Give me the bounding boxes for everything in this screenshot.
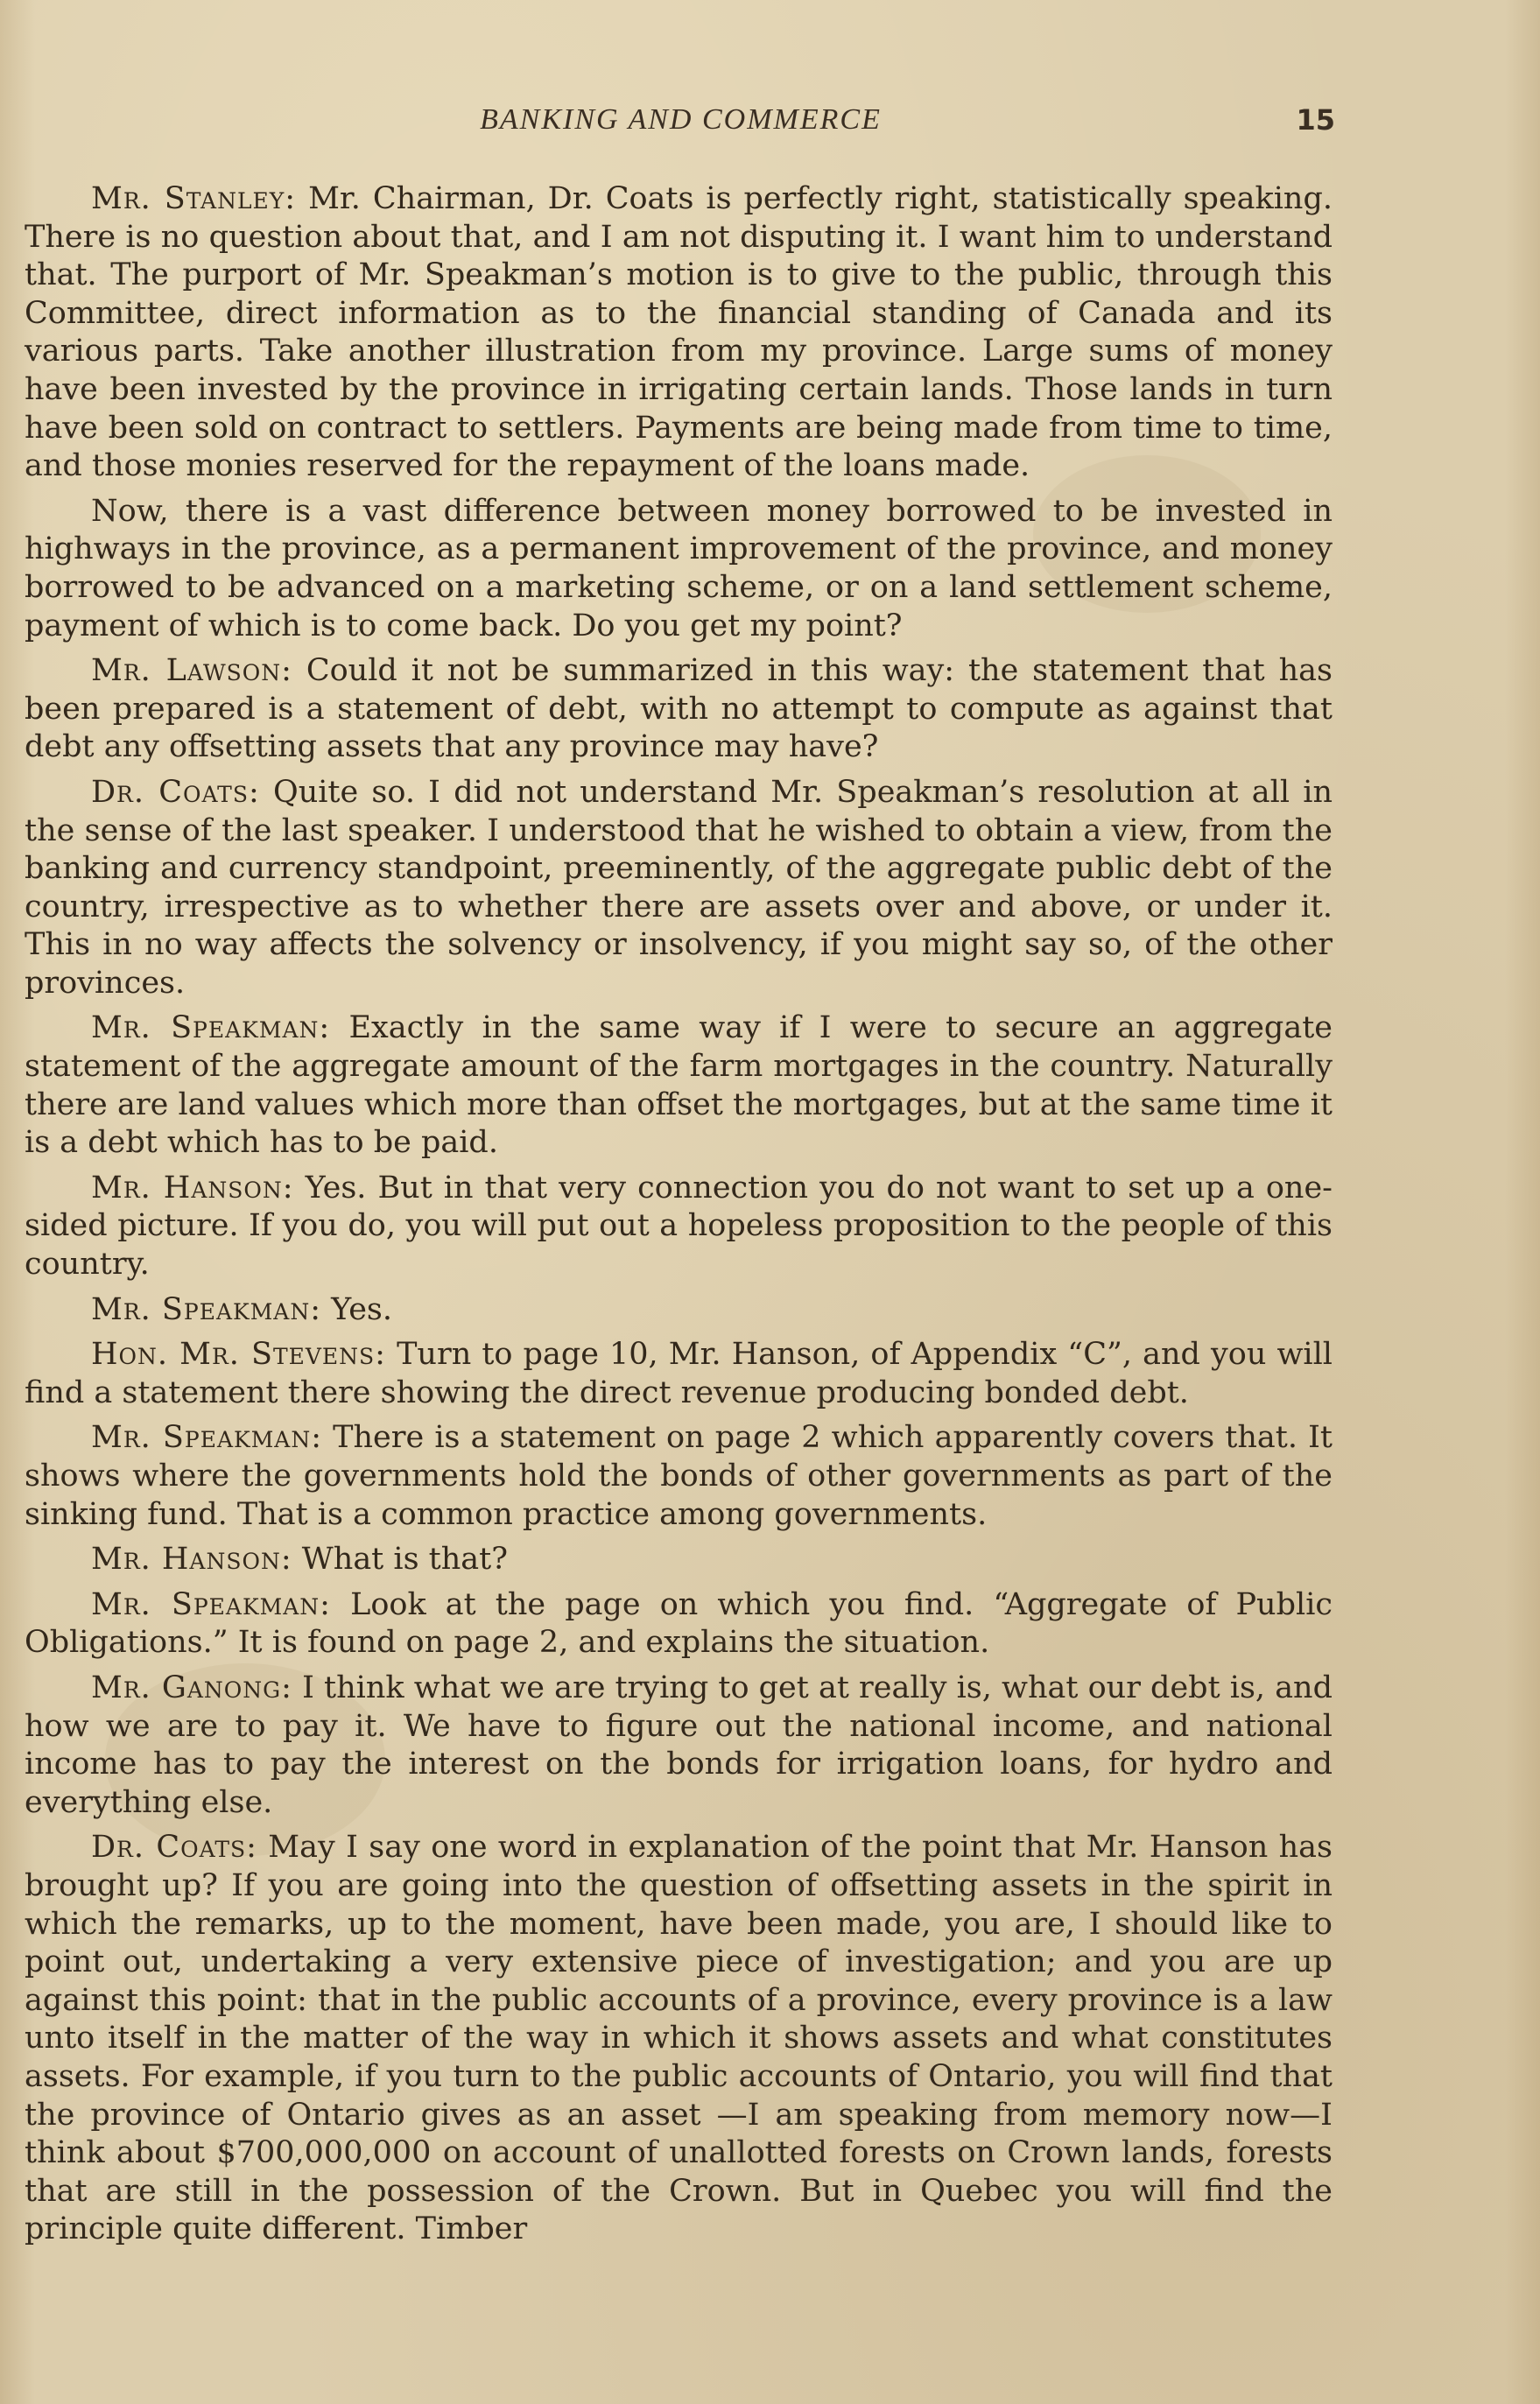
paragraph <box>25 1419 1333 1534</box>
speaker-name: Mr. Hanson: <box>91 1170 294 1206</box>
speaker-name: Mr. Speakman: <box>91 1291 322 1327</box>
page-number: 15 <box>1296 103 1335 137</box>
paragraph-text: Mr. Chairman, Dr. Coats is perfectly right, statistically speaking. There is no question about that, and I am not disputing it. I want him to understand that. The purport of Mr. Speakman’s motion is to give to the public, through this Committee, direct information as to the financial standing of Canada and its various parts. Take another illustration from my province. Large sums of money have been invested by the province in irrigating certain lands. Those lands in turn have been sold on contract to settlers. Payments are being made from time to time, and those monies reserved for the repayment of the loans made. <box>25 181 1333 484</box>
running-header <box>26 103 1335 147</box>
speaker-name: Dr. Coats: <box>91 1830 257 1866</box>
paragraph-text: Look at the page on which you find. “Aggregate of Public Obligations.” It is found on page 2, and explains the situation. <box>25 1586 1333 1661</box>
speaker-name: Mr. Stanley: <box>91 181 297 216</box>
paragraph <box>25 1586 1333 1662</box>
body-text <box>25 180 1333 2249</box>
paragraph-text: Could it not be summarized in this way: the statement that has been prepared is a statement of debt, with no attempt to compute as against that debt any offsetting assets that any province may have? <box>25 653 1333 765</box>
running-title: BANKING AND COMMERCE <box>480 103 882 136</box>
speaker-name: Mr. Speakman: <box>91 1010 331 1046</box>
paragraph <box>25 1669 1333 1822</box>
paragraph <box>25 1829 1333 2249</box>
paragraph-text: Now, there is a vast difference between money borrowed to be invested in highways in the province, as a permanent improvement of the province, and money borrowed to be advanced on a marketing scheme, or on a land settlement scheme, payment of which is to come back. Do you get my point? <box>25 493 1333 643</box>
paragraph <box>25 180 1333 486</box>
paragraph <box>25 1291 1333 1330</box>
paragraph <box>25 1336 1333 1412</box>
speaker-name: Hon. Mr. Stevens: <box>91 1337 386 1373</box>
paragraph-text: May I say one word in explanation of the point that Mr. Hanson has brought up? If you are going into the question of offsetting assets in the spirit in which the remarks, up to the moment, have been made, you are, I should like to point out, undertaking a very extensive piece of investigation; and you are up against this point: that in the public accounts of a province, every province is a law unto itself in the matter of the way in which it shows assets and what constitutes assets. For example, if you turn to the public accounts of Ontario, you will find that the province of Ontario gives as an asset —I am speaking from memory now—I think about $700,000,000 on account of unallotted forests on Crown lands, forests that are still in the possession of the Crown. But in Quebec you will find the principle quite different. Timber <box>25 1830 1333 2247</box>
paragraph-text: Yes. But in that very connection you do not want to set up a one-sided picture. If you do, you will put out a hopeless proposition to the people of this country. <box>25 1170 1333 1283</box>
paragraph-text: Yes. <box>331 1291 393 1327</box>
paragraph-text: I think what we are trying to get at really is, what our debt is, and how we are to pay it. We have to figure out the national income, and national income has to pay the interest on the bonds for irrigation loans, for hydro and everything else. <box>25 1669 1333 1820</box>
paragraph-text: Quite so. I did not understand Mr. Speakman’s resolution at all in the sense of the last speaker. I understood that he wished to obtain a view, from the banking and currency standpoint, preeminently, of the aggregate public debt of the country, irrespective as to whether there are assets over and above, or under it. This in no way affects the solvency or insolvency, if you might say so, of the other provinces. <box>25 774 1333 1001</box>
paragraph <box>25 774 1333 1003</box>
paragraph-text: Turn to page 10, Mr. Hanson, of Appendix “C”, and you will find a statement there showing the direct revenue producing bonded debt. <box>25 1337 1333 1410</box>
speaker-name: Dr. Coats: <box>91 774 260 810</box>
paragraph-text: What is that? <box>301 1542 508 1578</box>
paragraph <box>25 493 1333 645</box>
paragraph-text: There is a statement on page 2 which apparently covers that. It shows where the governments hold the bonds of other governments as part of the sinking fund. That is a common practice among governments. <box>25 1420 1333 1532</box>
paragraph <box>25 1009 1333 1162</box>
paragraph <box>25 652 1333 767</box>
speaker-name: Mr. Speakman: <box>91 1420 323 1456</box>
paragraph <box>25 1541 1333 1579</box>
speaker-name: Mr. Ganong: <box>91 1669 292 1705</box>
paragraph <box>25 1170 1333 1284</box>
speaker-name: Mr. Hanson: <box>91 1542 292 1578</box>
paragraph-text: Exactly in the same way if I were to secure an aggregate statement of the aggregate amount of the farm mortgages in the country. Naturally there are land values which more than offset the mortgages, but at the same time it is a debt which has to be paid. <box>25 1010 1333 1161</box>
speaker-name: Mr. Speakman: <box>91 1586 331 1622</box>
speaker-name: Mr. Lawson: <box>91 653 292 689</box>
